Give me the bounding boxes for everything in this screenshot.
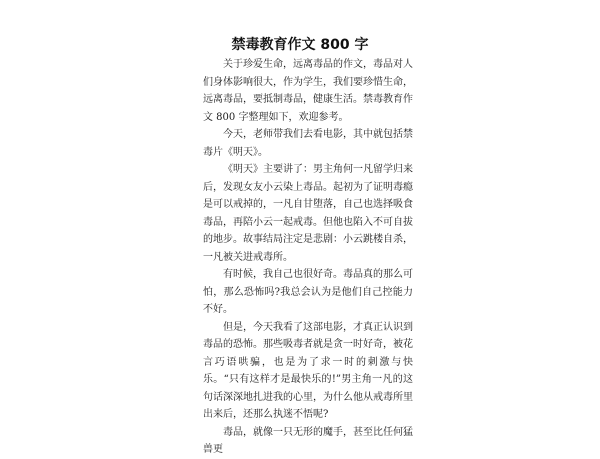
paragraph: 有时候，我自己也很好奇。毒品真的那么可怕，那么恐怖吗?我总会认为是他们自己控能力不好。 [203, 269, 413, 315]
paragraph: 毒品，就像一只无形的魔手，甚至比任何猛兽更 [203, 426, 413, 455]
paragraph: 《明天》主要讲了：男主角何一凡留学归来后，发现女友小云染上毒品。起初为了证明毒瘾是可以戒掉的，一凡自甘堕落，自己也选择吸食毒品，再陪小云一起戒毒。但他也陷入不可自拔的地步。故事结局注定是悲剧：小云跳楼自杀，一凡被关进戒毒所。 [203, 164, 413, 263]
paragraph: 但是，今天我看了这部电影，才真正认识到毒品的恐怖。那些吸毒者就是贪一时好奇，被花言巧语哄骗，也是为了求一时的刺激与快乐。“只有这样才是最快乐的!”男主角一凡的这句话深深地扎进我的心里，为什么他从戒毒所里出来后，还那么执迷不悟呢? [203, 321, 413, 420]
paragraph: 今天，老师带我们去看电影，其中就包括禁毒片《明天》。 [203, 129, 413, 158]
document-body [203, 56, 413, 459]
document-title: 禁毒教育作文 800 字 [231, 37, 369, 53]
paragraph: 关于珍爱生命，远离毒品的作文，毒品对人们身体影响很大，作为学生，我们要珍惜生命，远离毒品，要抵制毒品，健康生活。禁毒教育作文 800 字整理如下，欢迎参考。 [203, 59, 413, 123]
